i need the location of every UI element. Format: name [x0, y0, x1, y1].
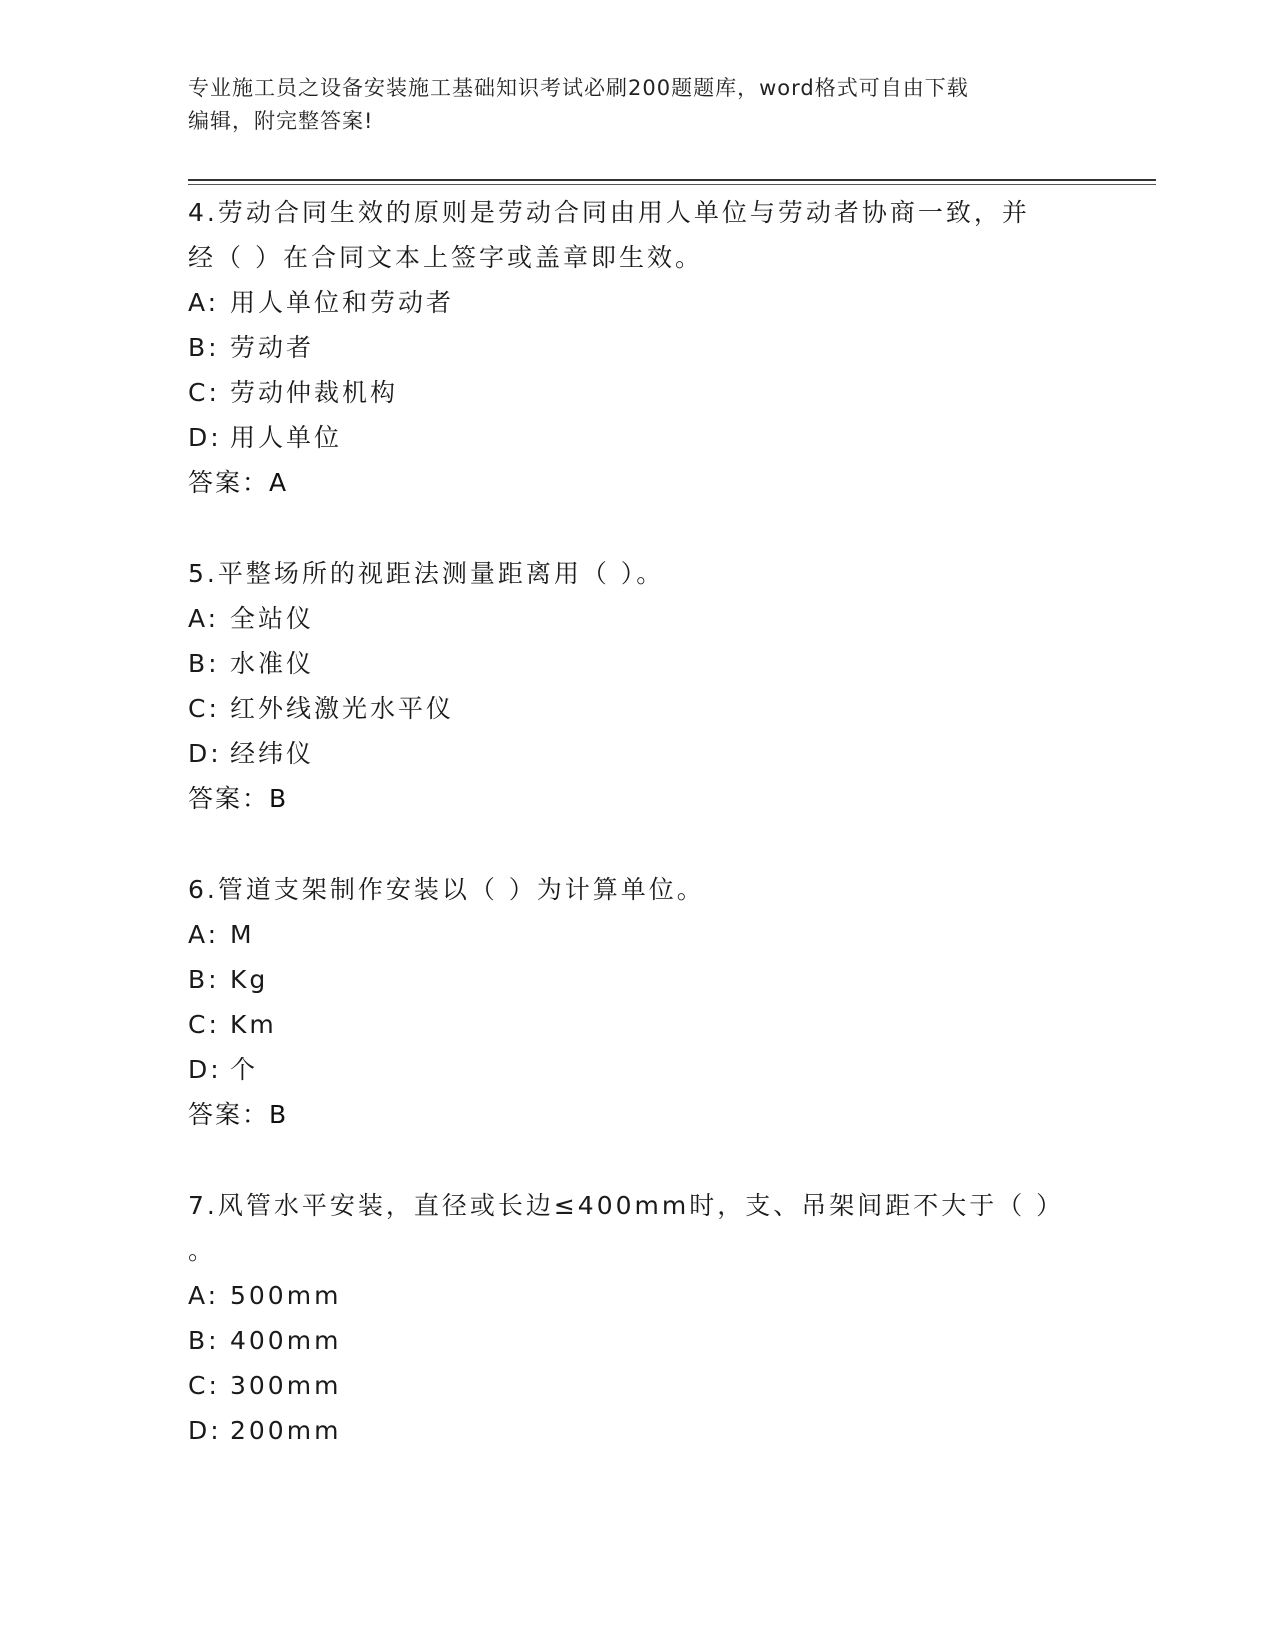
option-key: D: [188, 1055, 222, 1084]
option-a [188, 1273, 1088, 1318]
option-text: 200mm [230, 1416, 342, 1445]
option-text: 经纬仪 [230, 739, 315, 768]
question-4 [188, 190, 1088, 505]
answer: 答案：A [188, 468, 289, 497]
option-text: Kg [230, 965, 269, 994]
question-stem: 6.管道支架制作安装以（ ）为计算单位。 [188, 875, 705, 904]
option-text: 400mm [230, 1326, 342, 1355]
option-text: 用人单位 [230, 423, 343, 452]
spacer [188, 821, 1088, 867]
option-a [188, 280, 1088, 325]
option-text: 全站仪 [230, 604, 315, 633]
option-key: D: [188, 1416, 222, 1445]
option-key: A: [188, 604, 220, 633]
question-stem-continued: 经（ ）在合同文本上签字或盖章即生效。 [188, 243, 703, 272]
question-stem: 5.平整场所的视距法测量距离用（ ）。 [188, 559, 665, 588]
option-key: C: [188, 378, 220, 407]
option-text: 个 [230, 1055, 259, 1084]
question-list [188, 190, 1088, 1453]
option-d [188, 731, 1088, 776]
header-line-2: 编辑，附完整答案! [188, 109, 374, 133]
option-c [188, 1002, 1088, 1047]
option-key: C: [188, 1010, 220, 1039]
option-b [188, 957, 1088, 1002]
option-c [188, 370, 1088, 415]
question-5 [188, 551, 1088, 821]
option-d [188, 415, 1088, 460]
option-b [188, 641, 1088, 686]
option-b [188, 325, 1088, 370]
option-key: B: [188, 333, 220, 362]
option-key: A: [188, 920, 220, 949]
header-divider-thick [188, 179, 1156, 181]
answer: 答案：B [188, 784, 289, 813]
option-text: 用人单位和劳动者 [230, 288, 455, 317]
option-key: B: [188, 649, 220, 678]
option-a [188, 912, 1088, 957]
option-text: M [230, 920, 255, 949]
option-c [188, 1363, 1088, 1408]
question-stem: 4.劳动合同生效的原则是劳动合同由用人单位与劳动者协商一致，并 [188, 198, 1030, 227]
option-c [188, 686, 1088, 731]
answer: 答案：B [188, 1100, 289, 1129]
option-key: A: [188, 288, 220, 317]
option-b [188, 1318, 1088, 1363]
page-header [188, 72, 1088, 138]
spacer [188, 1137, 1088, 1183]
header-line-1: 专业施工员之设备安装施工基础知识考试必刷200题题库，word格式可自由下载 [188, 76, 969, 100]
option-text: 水准仪 [230, 649, 315, 678]
option-d [188, 1408, 1088, 1453]
option-key: A: [188, 1281, 220, 1310]
question-stem: 7.风管水平安装，直径或长边≤400mm时，支、吊架间距不大于（ ） [188, 1191, 1065, 1220]
option-key: B: [188, 1326, 220, 1355]
spacer [188, 505, 1088, 551]
option-text: 红外线激光水平仪 [230, 694, 455, 723]
option-key: D: [188, 423, 222, 452]
option-key: B: [188, 965, 220, 994]
option-text: 300mm [230, 1371, 342, 1400]
question-7 [188, 1183, 1088, 1453]
option-d [188, 1047, 1088, 1092]
option-text: 500mm [230, 1281, 342, 1310]
option-text: 劳动者 [230, 333, 315, 362]
header-divider-thin [188, 184, 1156, 185]
option-text: 劳动仲裁机构 [230, 378, 399, 407]
question-stem-continued: 。 [188, 1236, 214, 1265]
question-6 [188, 867, 1088, 1137]
option-key: D: [188, 739, 222, 768]
option-key: C: [188, 694, 220, 723]
option-a [188, 596, 1088, 641]
option-text: Km [230, 1010, 277, 1039]
option-key: C: [188, 1371, 220, 1400]
